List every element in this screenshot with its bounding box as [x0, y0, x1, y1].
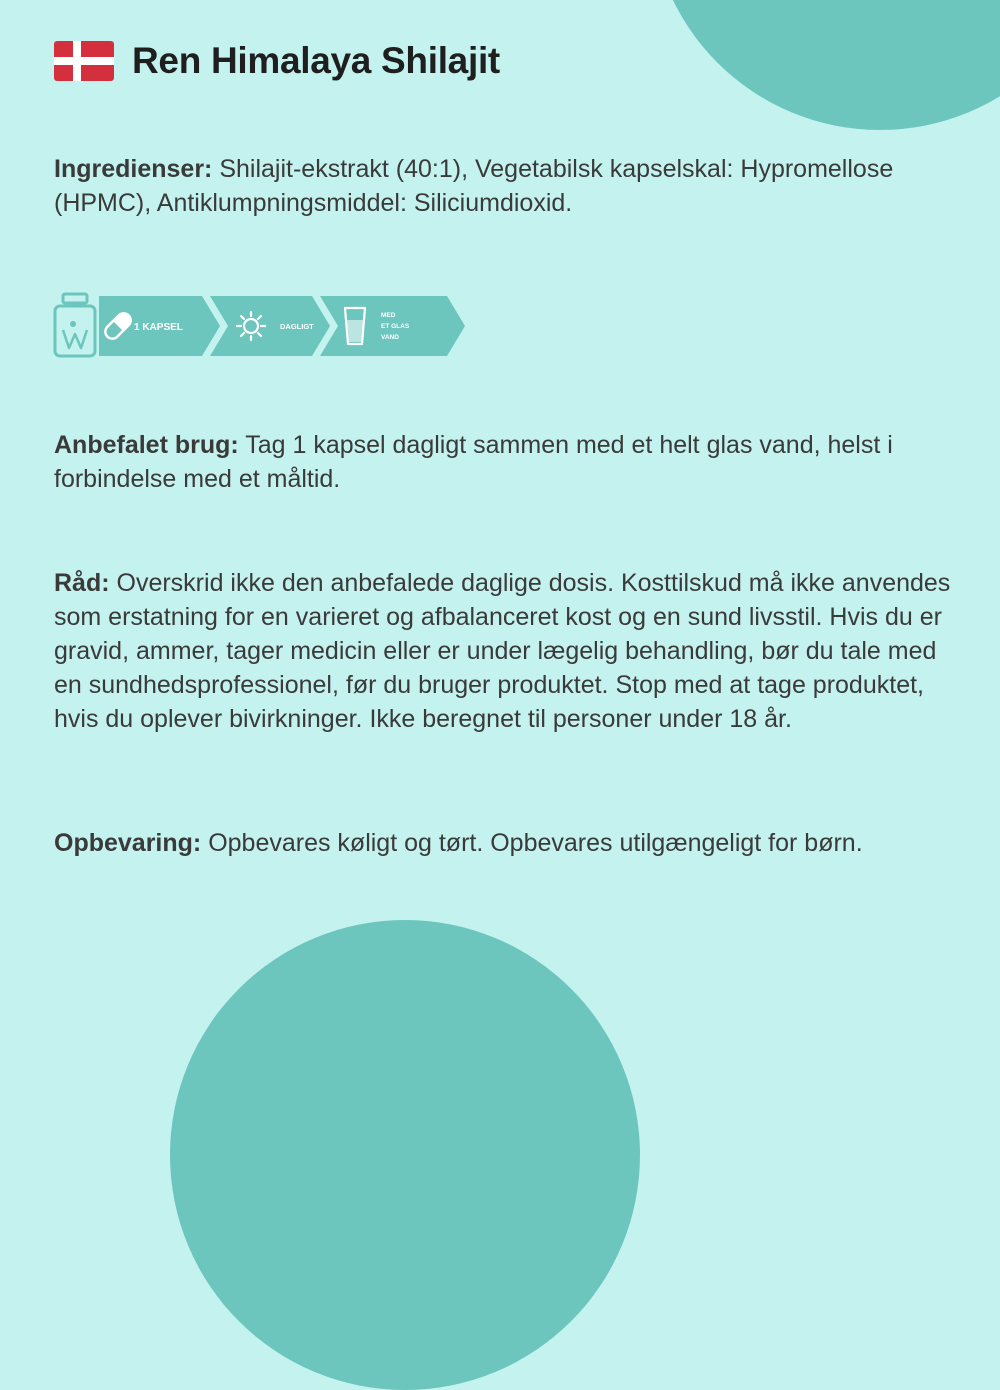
- supplement-jar-icon: [55, 294, 95, 356]
- step-water-line-2: ET GLAS: [381, 323, 410, 330]
- storage-label: Opbevaring:: [54, 829, 202, 857]
- advice-label: Råd:: [54, 569, 110, 597]
- storage-section: [54, 826, 954, 860]
- storage-text: Opbevares køligt og tørt. Opbevares utilgængeligt for børn.: [201, 829, 863, 857]
- decorative-circle-top: [650, 0, 1000, 130]
- step-water-line-3: VAND: [381, 334, 399, 341]
- step-daily-label: DAGLIGT: [280, 322, 314, 331]
- advice-text: Overskrid ikke den anbefalede daglige dosis. Kosttilskud må ikke anvendes som erstatning for en varieret og afbalanceret kost og en sund livsstil. Hvis du er gravid, ammer, tager medicin eller er under lægelig behandling, bør du tale med en sundhedsprofessionel, før du bruger produktet. Stop med at tage produktet, hvis du oplever bivirkninger. Ikke beregnet til personer under 18 år.: [54, 569, 951, 733]
- usage-section: [54, 428, 954, 496]
- usage-label: Anbefalet brug:: [54, 431, 239, 459]
- step-water-line-1: MED: [381, 312, 396, 319]
- dosage-steps: [52, 292, 472, 360]
- ingredients-text: Shilajit-ekstrakt (40:1), Vegetabilsk kapselskal: Hypromellose (HPMC), Antiklumpningsmiddel: Siliciumdioxid.: [54, 155, 894, 217]
- step-capsule-label: 1 KAPSEL: [134, 322, 183, 333]
- denmark-flag-icon: [54, 41, 114, 81]
- page-title: Ren Himalaya Shilajit: [132, 40, 500, 81]
- decorative-circle-bottom: [170, 920, 640, 1390]
- usage-text: Tag 1 kapsel dagligt sammen med et helt glas vand, helst i forbindelse med et måltid.: [54, 431, 893, 493]
- page-header: [54, 40, 500, 82]
- advice-section: [54, 566, 959, 736]
- ingredients-label: Ingredienser:: [54, 155, 213, 183]
- ingredients-section: [54, 152, 954, 220]
